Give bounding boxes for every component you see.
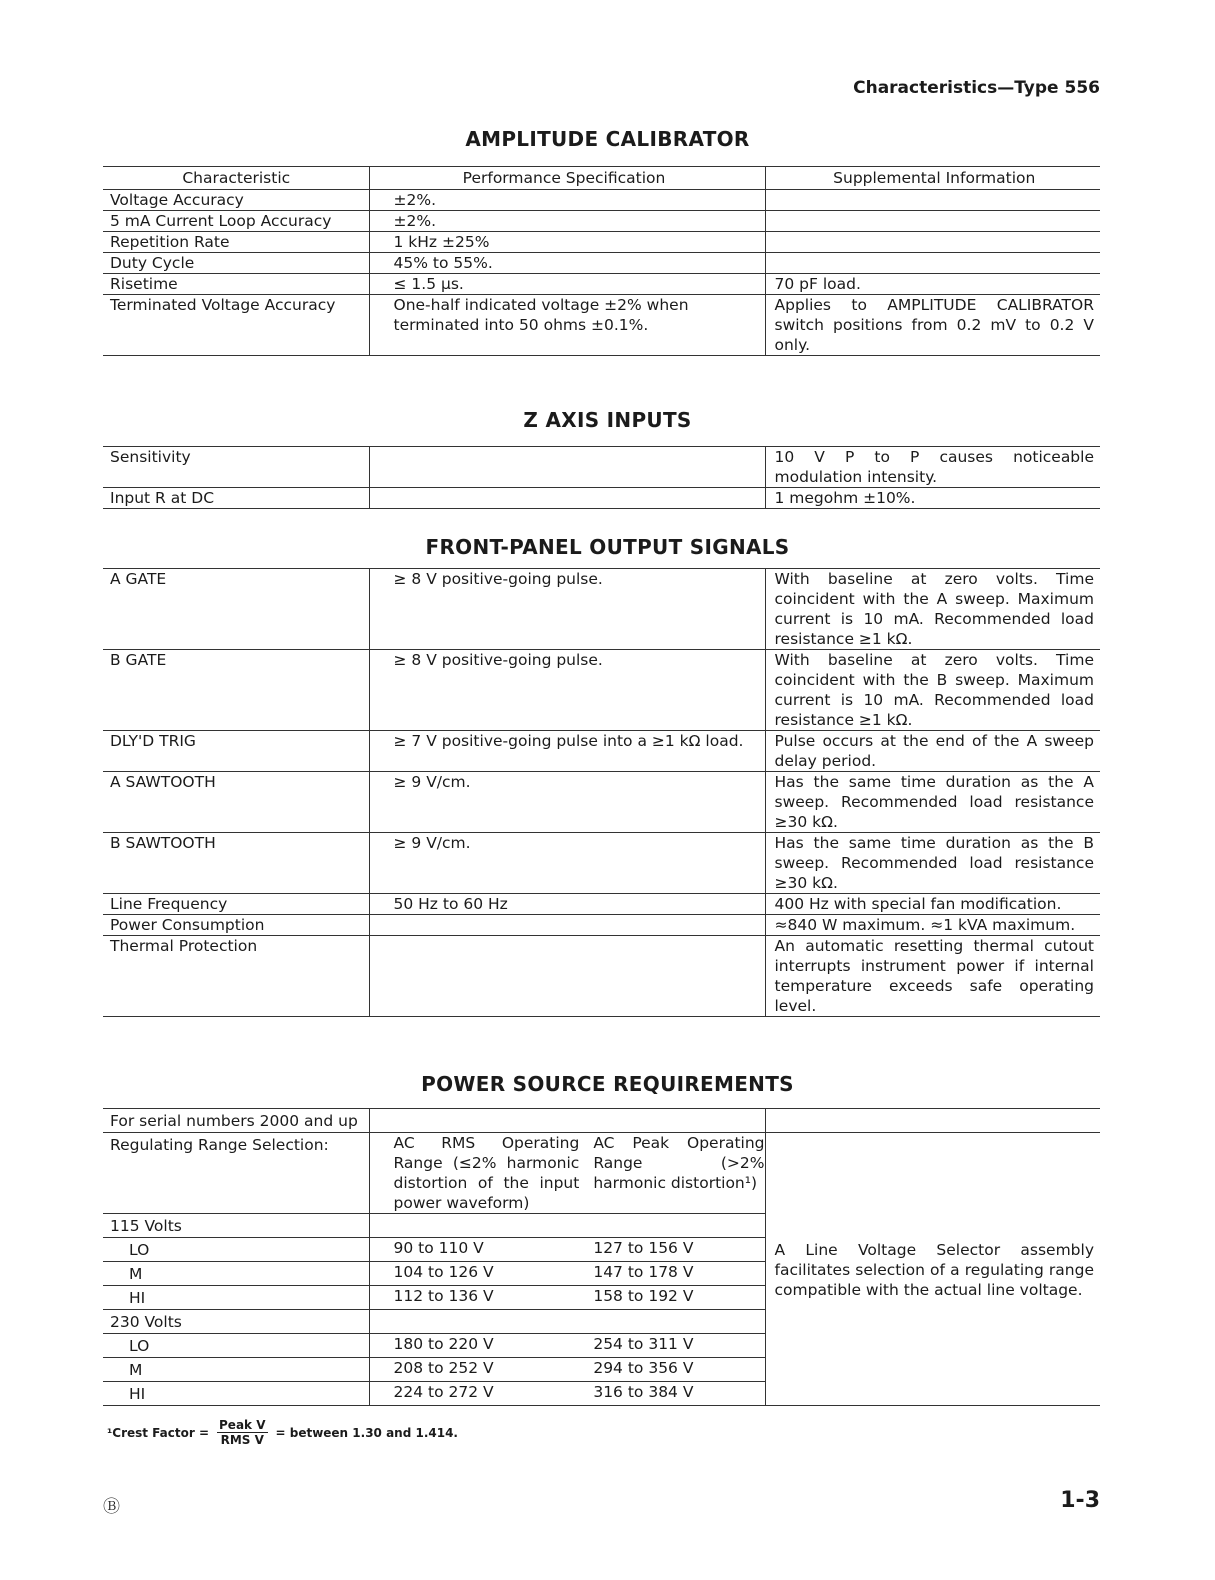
table-row — [103, 488, 1100, 509]
performance-cell: 45% to 55%. — [369, 253, 765, 274]
table-row — [103, 915, 1100, 936]
table-row — [103, 833, 1100, 894]
performance-cell: ±2%. — [369, 190, 765, 211]
table-row — [103, 232, 1100, 253]
tektronix-logo-icon: Ⓑ — [103, 1497, 120, 1517]
peak-range-header: AC Peak Operating Range (>2% harmonic distortion¹) — [593, 1134, 765, 1192]
characteristic-cell: DLY'D TRIG — [103, 731, 369, 772]
rms-value: 224 to 272 V — [393, 1383, 494, 1401]
table-header-row — [103, 167, 1100, 190]
amplitude-calibrator-table — [103, 166, 1100, 356]
table-row — [103, 274, 1100, 295]
range-cell: LO — [103, 1334, 369, 1358]
supplemental-cell: ≈840 W maximum. ≈1 kVA maximum. — [765, 915, 1100, 936]
table-row — [103, 936, 1100, 1017]
supplemental-cell: 400 Hz with special fan modification. — [765, 894, 1100, 915]
rms-value: 180 to 220 V — [393, 1335, 494, 1353]
performance-cell: ≥ 7 V positive-going pulse into a ≥1 kΩ load. — [369, 731, 765, 772]
footnote-prefix: ¹Crest Factor = — [107, 1425, 210, 1440]
column-header-supplemental: Supplemental Information — [765, 167, 1100, 190]
range-cell: HI — [103, 1382, 369, 1406]
peak-value: 254 to 311 V — [593, 1335, 694, 1353]
serial-label: For serial numbers 2000 and up — [103, 1109, 369, 1133]
characteristic-cell: B SAWTOOTH — [103, 833, 369, 894]
performance-cell: ≥ 9 V/cm. — [369, 833, 765, 894]
table-row — [103, 1109, 1100, 1133]
z-axis-inputs-table — [103, 446, 1100, 509]
performance-cell — [369, 915, 765, 936]
supplemental-cell: With baseline at zero volts. Time coincident with the A sweep. Maximum current is 10 mA. Recommended load resistance ≥1 kΩ. — [765, 569, 1100, 650]
page-header: Characteristics—Type 556 — [853, 78, 1100, 98]
rms-range-header: AC RMS Operating Range (≤2% harmonic distortion of the input power waveform) — [393, 1134, 580, 1212]
rms-value: 112 to 136 V — [393, 1287, 494, 1305]
performance-cell — [369, 936, 765, 1017]
supplemental-cell — [765, 253, 1100, 274]
section-title-power-source-requirements: POWER SOURCE REQUIREMENTS — [421, 1072, 794, 1096]
peak-value: 316 to 384 V — [593, 1383, 694, 1401]
characteristic-cell: Power Consumption — [103, 915, 369, 936]
fraction-denominator: RMS V — [220, 1433, 264, 1447]
peak-value: 147 to 178 V — [593, 1263, 694, 1281]
characteristic-cell: Voltage Accuracy — [103, 190, 369, 211]
supplemental-cell — [765, 211, 1100, 232]
voltage-group-230: 230 Volts — [103, 1310, 369, 1334]
table-row — [103, 253, 1100, 274]
regulating-range-label: Regulating Range Selection: — [103, 1133, 369, 1214]
crest-factor-footnote — [107, 1418, 458, 1447]
performance-cell: ≥ 8 V positive-going pulse. — [369, 650, 765, 731]
peak-value: 294 to 356 V — [593, 1359, 694, 1377]
peak-value: 158 to 192 V — [593, 1287, 694, 1305]
characteristic-cell: 5 mA Current Loop Accuracy — [103, 211, 369, 232]
peak-value: 127 to 156 V — [593, 1239, 694, 1257]
performance-cell: 50 Hz to 60 Hz — [369, 894, 765, 915]
performance-cell — [369, 488, 765, 509]
table-row — [103, 650, 1100, 731]
characteristic-cell: A SAWTOOTH — [103, 772, 369, 833]
section-title-z-axis-inputs: Z AXIS INPUTS — [523, 408, 692, 432]
range-cell: M — [103, 1358, 369, 1382]
table-row — [103, 1133, 1100, 1214]
characteristic-cell: Terminated Voltage Accuracy — [103, 295, 369, 356]
front-panel-output-table — [103, 568, 1100, 1017]
footnote-suffix: = between 1.30 and 1.414. — [275, 1425, 458, 1440]
range-cell: HI — [103, 1286, 369, 1310]
supplemental-cell: Applies to AMPLITUDE CALIBRATOR switch positions from 0.2 mV to 0.2 V only. — [765, 295, 1100, 356]
rms-value: 104 to 126 V — [393, 1263, 494, 1281]
page-number: 1-3 — [1060, 1488, 1100, 1513]
voltage-group-115: 115 Volts — [103, 1214, 369, 1238]
section-title-front-panel-output-signals: FRONT-PANEL OUTPUT SIGNALS — [425, 535, 790, 559]
performance-cell: ±2%. — [369, 211, 765, 232]
performance-cell: ≤ 1.5 μs. — [369, 274, 765, 295]
performance-cell: ≥ 8 V positive-going pulse. — [369, 569, 765, 650]
performance-cell: One-half indicated voltage ±2% when terminated into 50 ohms ±0.1%. — [369, 295, 765, 356]
supplemental-cell: Pulse occurs at the end of the A sweep delay period. — [765, 731, 1100, 772]
supplemental-cell: 1 megohm ±10%. — [765, 488, 1100, 509]
table-row — [103, 190, 1100, 211]
column-header-performance: Performance Specification — [369, 167, 765, 190]
characteristic-cell: Input R at DC — [103, 488, 369, 509]
table-row — [103, 569, 1100, 650]
table-row — [103, 211, 1100, 232]
characteristic-cell: A GATE — [103, 569, 369, 650]
power-source-table — [103, 1108, 1100, 1406]
performance-cell: 1 kHz ±25% — [369, 232, 765, 253]
line-voltage-selector-note: A Line Voltage Selector assembly facilitates selection of a regulating range compatible with the actual line voltage. — [765, 1133, 1100, 1406]
characteristic-cell: B GATE — [103, 650, 369, 731]
supplemental-cell: Has the same time duration as the A sweep. Recommended load resistance ≥30 kΩ. — [765, 772, 1100, 833]
crest-factor-fraction — [217, 1418, 267, 1447]
performance-cell — [369, 447, 765, 488]
supplemental-cell: With baseline at zero volts. Time coincident with the B sweep. Maximum current is 10 mA. Recommended load resistance ≥1 kΩ. — [765, 650, 1100, 731]
supplemental-cell: Has the same time duration as the B sweep. Recommended load resistance ≥30 kΩ. — [765, 833, 1100, 894]
table-row — [103, 772, 1100, 833]
supplemental-cell: 70 pF load. — [765, 274, 1100, 295]
range-cell: M — [103, 1262, 369, 1286]
characteristic-cell: Repetition Rate — [103, 232, 369, 253]
supplemental-cell — [765, 190, 1100, 211]
rms-value: 90 to 110 V — [393, 1239, 484, 1257]
performance-cell: ≥ 9 V/cm. — [369, 772, 765, 833]
supplemental-cell — [765, 232, 1100, 253]
table-row — [103, 295, 1100, 356]
rms-value: 208 to 252 V — [393, 1359, 494, 1377]
characteristic-cell: Sensitivity — [103, 447, 369, 488]
characteristic-cell: Risetime — [103, 274, 369, 295]
table-row — [103, 894, 1100, 915]
table-row — [103, 447, 1100, 488]
range-cell: LO — [103, 1238, 369, 1262]
table-row — [103, 731, 1100, 772]
characteristic-cell: Duty Cycle — [103, 253, 369, 274]
characteristic-cell: Line Frequency — [103, 894, 369, 915]
characteristic-cell: Thermal Protection — [103, 936, 369, 1017]
column-header-characteristic: Characteristic — [103, 167, 369, 190]
supplemental-cell: An automatic resetting thermal cutout interrupts instrument power if internal temperature exceeds safe operating level. — [765, 936, 1100, 1017]
fraction-numerator: Peak V — [219, 1418, 266, 1432]
supplemental-cell: 10 V P to P causes noticeable modulation intensity. — [765, 447, 1100, 488]
section-title-amplitude-calibrator: AMPLITUDE CALIBRATOR — [465, 127, 750, 151]
